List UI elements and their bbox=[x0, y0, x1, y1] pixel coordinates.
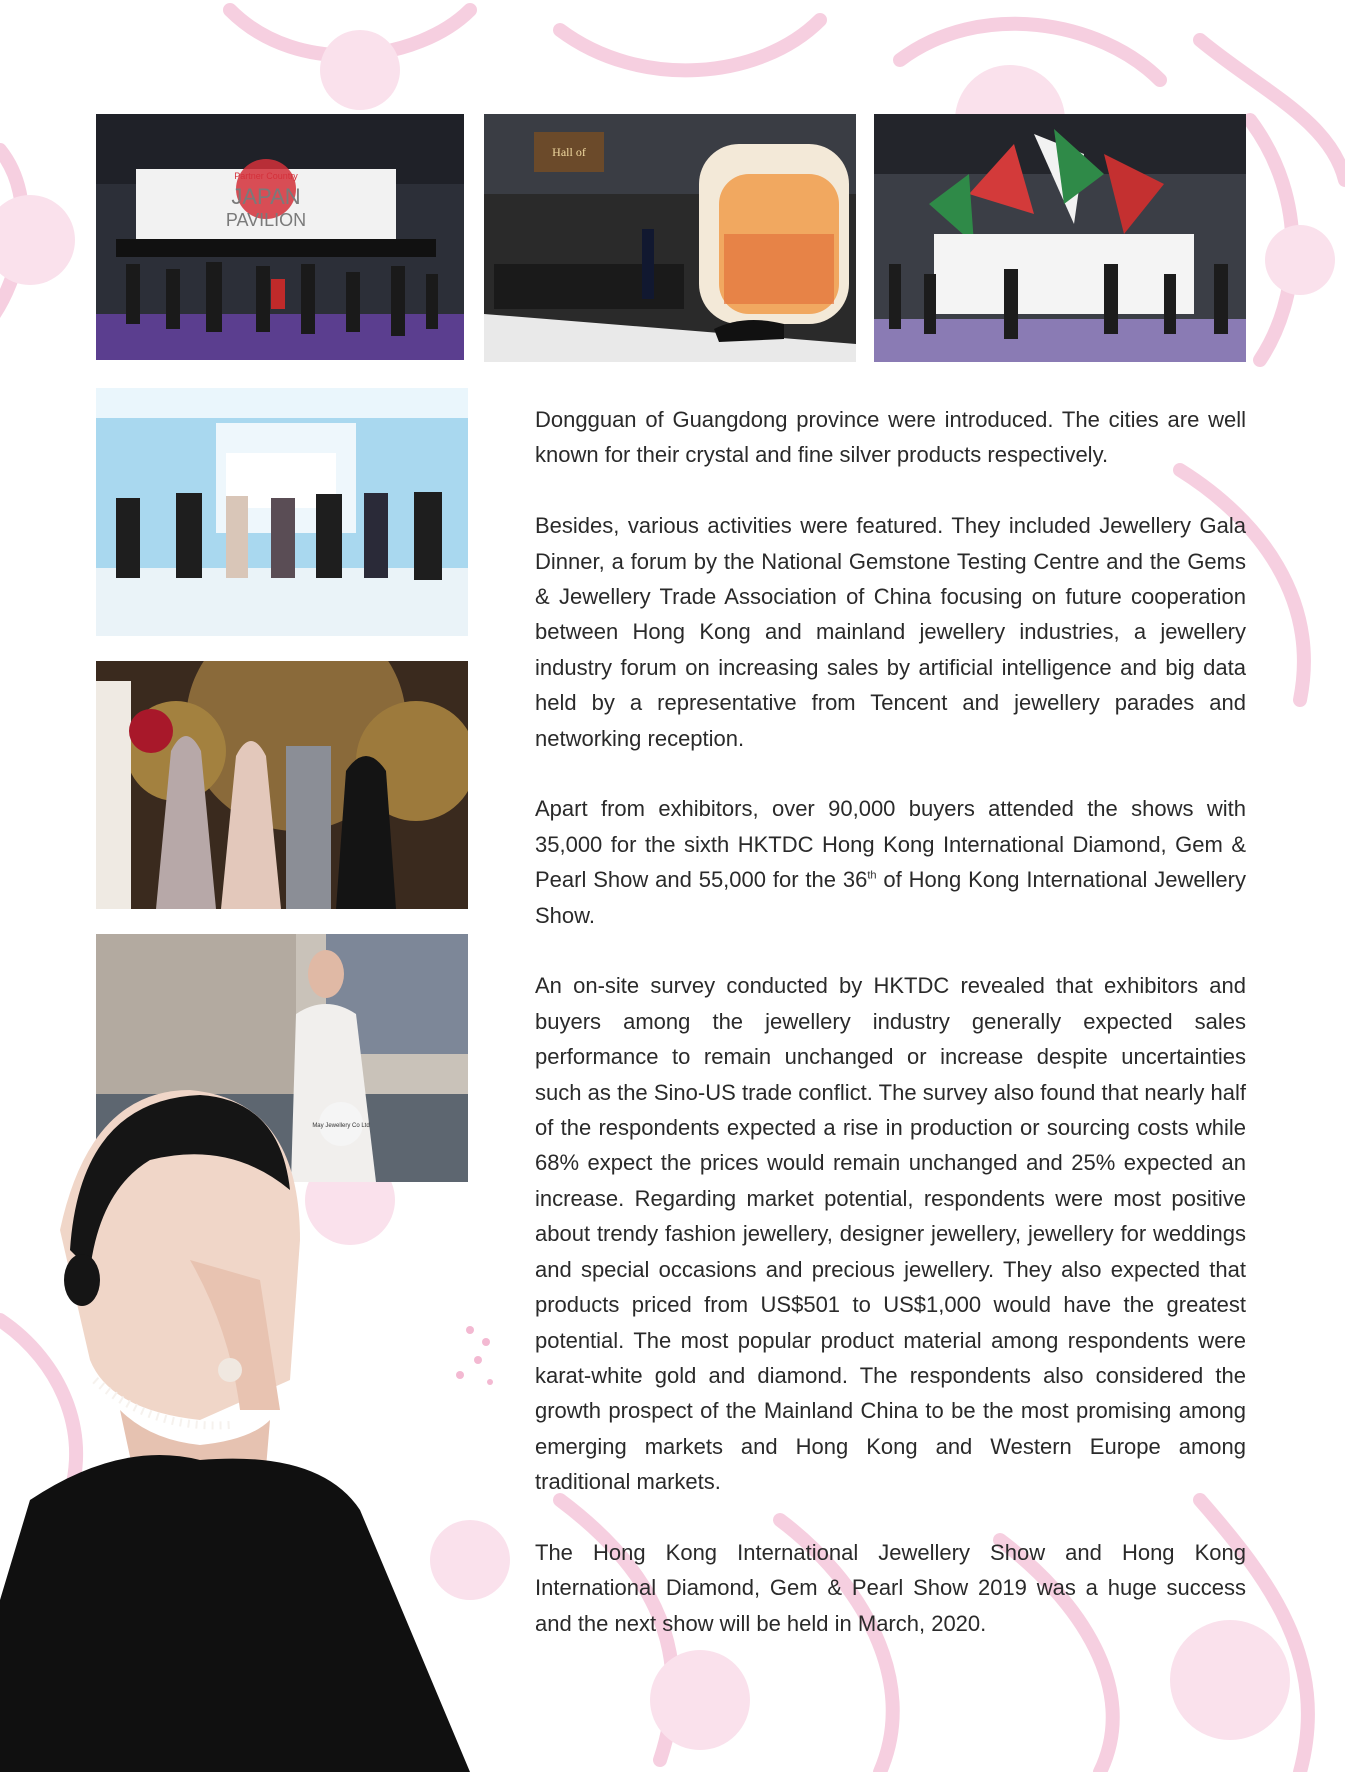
paragraph-conclusion: The Hong Kong International Jewellery Show and Hong Kong International Diamond, Gem & Pearl Show 2019 was a huge success and the next show will be held in March, 2020. bbox=[535, 1539, 1246, 1636]
photo-hall-stage bbox=[484, 114, 856, 362]
hall-sign: Hall of bbox=[552, 145, 586, 159]
sign-line1: JAPAN bbox=[231, 184, 301, 209]
ordinal-suffix: th bbox=[867, 869, 877, 882]
paragraph-survey: An on-site survey conducted by HKTDC revealed that exhibitors and buyers among the jewellery industry generally expected sales performance to remain unchanged or increase despite uncertainties such as the Sino-US trade conflict. The survey also found that nearly half of the respondents expected a rise in production or sourcing costs while 68% expect the prices would remain unchanged and 25% expected an increase. Regarding market potential, respondents were most positive about trendy fashion jewellery, designer jewellery, jewellery for weddings and special occasions and precious jewellery. They also expected that products priced from US$501 to US$1,000 would have the greatest potential. The most popular product material among respondents were karat-white gold and diamond. The respondents also considered the growth prospect of the Mainland China to be the most promising among emerging markets and Hong Kong and Western Europe among traditional markets. bbox=[535, 973, 1246, 1495]
paragraph-attendance bbox=[535, 791, 1246, 933]
attendance-text-b: of Hong Kong International Jewellery Show. bbox=[535, 867, 1246, 928]
photo-forum-panel bbox=[96, 388, 468, 636]
article-body bbox=[535, 402, 1246, 1677]
sign-line2: PAVILION bbox=[225, 210, 307, 230]
photo-models-gold-backdrop bbox=[96, 661, 468, 909]
paragraph-intro: Dongguan of Guangdong province were introduced. The cities are well known for their crystal and fine silver products respectively. bbox=[535, 407, 1246, 468]
paragraph-activities: Besides, various activities were featured. They included Jewellery Gala Dinner, a forum by the National Gemstone Testing Centre and the Gems & Jewellery Trade Association of China focusing on future cooperation between Hong Kong and mainland jewellery industries, a jewellery industry forum on increasing sales by artificial intelligence and big data held by a representative from Tencent and jewellery parades and networking reception. bbox=[535, 513, 1246, 751]
sign-top: Partner Country bbox=[234, 171, 298, 181]
attendance-text-a: Apart from exhibitors, over 90,000 buyers attended the shows with 35,000 for the sixth HKTDC Hong Kong International Diamond, Gem & Pearl Show and 55,000 for the 36 bbox=[535, 796, 1246, 893]
photo-japan-pavilion bbox=[96, 114, 464, 360]
badge-text: May Jewellery Co Ltd bbox=[312, 1123, 370, 1129]
photo-italy-pavilion bbox=[874, 114, 1246, 362]
model-portrait bbox=[0, 1080, 470, 1772]
